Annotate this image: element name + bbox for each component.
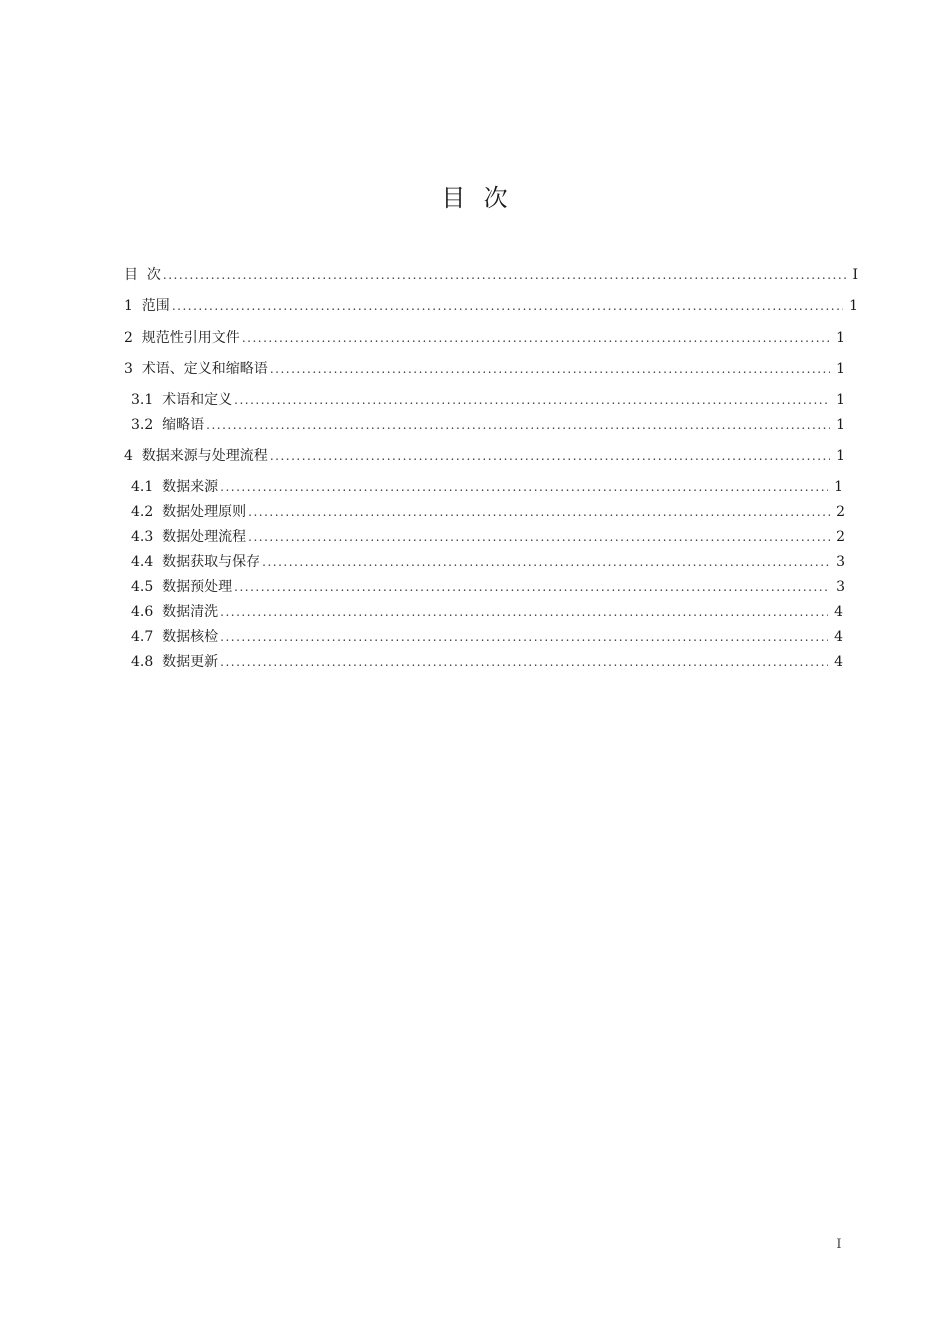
toc-dot-leader <box>270 446 830 466</box>
toc-entry-4-8[interactable] <box>131 652 843 672</box>
toc-dot-leader <box>248 502 830 522</box>
toc-entry-label: 4.6 数据清洗 <box>131 604 219 620</box>
toc-entry-normative-references[interactable] <box>124 328 845 348</box>
toc-entry-page: 4 <box>834 629 843 645</box>
toc-entry-page: I <box>852 267 858 283</box>
toc-entry-4-6[interactable] <box>131 602 843 622</box>
toc-entry-page: 1 <box>836 417 845 433</box>
toc-dot-leader <box>234 390 830 410</box>
toc-entry-terms[interactable] <box>124 359 845 379</box>
toc-dot-leader <box>234 577 830 597</box>
footer-page-number: I <box>836 1237 842 1252</box>
toc-entry-label: 4.8 数据更新 <box>131 654 219 670</box>
toc-dot-leader <box>220 627 828 647</box>
toc-entry-label: 4.3 数据处理流程 <box>131 529 247 545</box>
toc-entry-label: 1 范围 <box>124 298 170 314</box>
toc-entry-page: 1 <box>836 330 845 346</box>
toc-entry-contents[interactable] <box>124 265 858 285</box>
toc-entry-label: 4.7 数据核检 <box>131 629 219 645</box>
toc-entry-label: 3.2 缩略语 <box>131 417 205 433</box>
toc-entry-abbreviations[interactable] <box>131 415 845 435</box>
toc-entry-page: 4 <box>834 654 843 670</box>
toc-entry-label: 目 次 <box>124 267 161 283</box>
toc-entry-data-sources[interactable] <box>124 446 845 466</box>
toc-entry-page: 1 <box>836 361 845 377</box>
toc-dot-leader <box>262 552 830 572</box>
toc-entry-label: 3 术语、定义和缩略语 <box>124 361 268 377</box>
toc-entry-label: 4.5 数据预处理 <box>131 579 233 595</box>
toc-entry-4-2[interactable] <box>131 502 845 522</box>
toc-entry-scope[interactable] <box>124 296 858 316</box>
toc-dot-leader <box>220 652 828 672</box>
page-title: 目 次 <box>441 184 509 212</box>
toc-entry-terms-definitions[interactable] <box>131 390 845 410</box>
toc-entry-4-4[interactable] <box>131 552 845 572</box>
toc-entry-label: 4.2 数据处理原则 <box>131 504 247 520</box>
toc-entry-page: 4 <box>834 604 843 620</box>
toc-dot-leader <box>248 527 830 547</box>
toc-entry-page: 1 <box>836 448 845 464</box>
toc-dot-leader <box>163 265 847 285</box>
toc-dot-leader <box>206 415 830 435</box>
toc-entry-label: 4.4 数据获取与保存 <box>131 554 261 570</box>
toc-entry-page: 3 <box>836 554 845 570</box>
toc-entry-label: 4 数据来源与处理流程 <box>124 448 268 464</box>
toc-dot-leader <box>270 359 830 379</box>
toc-entry-page: 1 <box>836 392 845 408</box>
toc-entry-label: 2 规范性引用文件 <box>124 330 240 346</box>
toc-dot-leader <box>242 328 830 348</box>
toc-entry-page: 2 <box>836 529 845 545</box>
toc-entry-page: 2 <box>836 504 845 520</box>
toc-entry-page: 1 <box>834 479 843 495</box>
toc-entry-page: 3 <box>836 579 845 595</box>
toc-entry-label: 4.1 数据来源 <box>131 479 219 495</box>
toc-dot-leader <box>172 296 843 316</box>
toc-entry-4-3[interactable] <box>131 527 845 547</box>
toc-entry-label: 3.1 术语和定义 <box>131 392 233 408</box>
toc-entry-4-7[interactable] <box>131 627 843 647</box>
toc-entry-4-5[interactable] <box>131 577 845 597</box>
toc-entry-4-1[interactable] <box>131 477 843 497</box>
toc-dot-leader <box>220 602 828 622</box>
toc-entry-page: 1 <box>849 298 858 314</box>
toc-dot-leader <box>220 477 828 497</box>
